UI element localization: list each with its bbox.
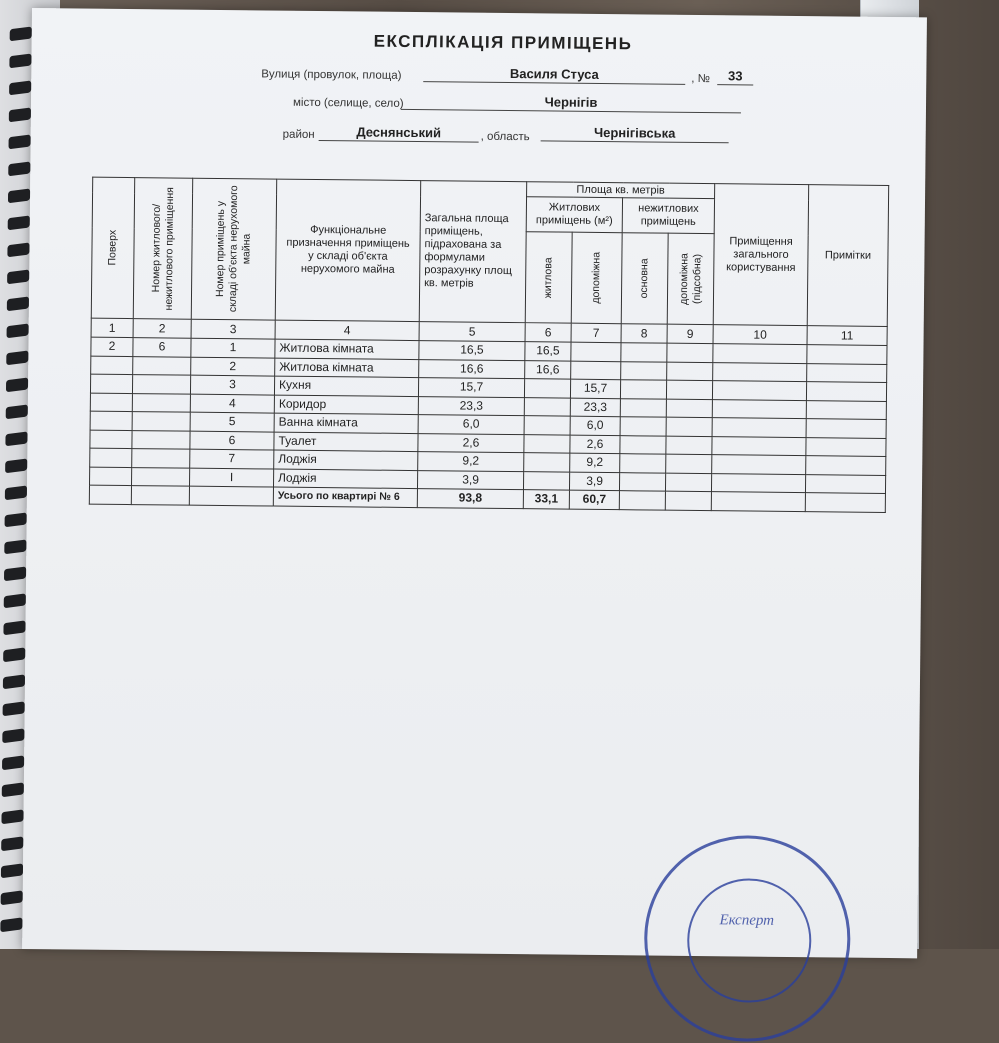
header-apt-number: Номер житлового/нежитлового приміщення [133,178,192,320]
binding-ring [4,566,26,581]
cell-apt [132,393,190,412]
binding-ring [3,701,25,716]
cell-empty [621,343,667,362]
column-number: 3 [191,319,275,339]
column-number: 8 [621,324,667,343]
cell-purpose: Лоджія [273,469,417,489]
cell-empty [805,493,885,512]
binding-ring [7,269,29,284]
cell-empty [666,380,712,399]
table-body [89,337,887,512]
binding-ring [4,593,26,608]
cell-empty [806,456,886,475]
cell-purpose: Житлова кімната [275,358,419,378]
cell-room: 2 [191,357,275,376]
header-auxiliary: допоміжна [571,232,622,324]
header-aux-basement: допоміжна (підсобна) [667,233,714,324]
header-nonliving-group: нежитлових приміщень [622,198,714,234]
cell-aux: 9,2 [570,453,620,472]
column-number: 10 [713,325,807,345]
header-floor: Поверх [91,177,134,318]
cell-purpose: Коридор [274,395,418,415]
binding-ring [10,26,32,41]
document-page [22,8,927,958]
cell-empty [713,362,807,381]
cell-empty [131,486,189,505]
cell-empty [805,474,885,493]
number-label: , № [691,72,711,86]
cell-living [524,379,570,398]
cell-empty [667,343,713,362]
cell-empty [619,491,665,510]
cell-empty [621,361,667,380]
header-main: основна [621,233,668,324]
cell-floor [90,374,132,393]
cell-apt [132,375,190,394]
cell-empty [713,344,807,363]
cell-empty [620,417,666,436]
cell-empty [806,382,886,401]
binding-ring [3,674,25,689]
cell-empty [807,345,887,364]
cell-empty [667,362,713,381]
binding-ring [3,647,25,662]
cell-room: 1 [191,338,275,357]
cell-floor: 2 [91,337,133,356]
cell-purpose: Лоджія [274,450,418,470]
binding-ring [9,107,31,122]
cell-living [524,416,570,435]
district-label: район [282,128,315,141]
total-living: 33,1 [523,490,569,509]
binding-ring [5,512,27,527]
binding-ring [5,431,27,446]
cell-empty [712,381,806,400]
cell-living [524,434,570,453]
cell-floor [90,393,132,412]
binding-ring [3,620,25,635]
cell-aux: 23,3 [570,398,620,417]
city-label: місто (селище, село) [292,96,404,110]
column-number: 5 [419,322,525,342]
cell-room: 5 [190,412,274,431]
binding-ring [4,539,26,554]
cell-apt: 6 [133,338,191,357]
cell-aux: 3,9 [569,472,619,491]
city-value: Чернігів [401,92,741,114]
binding-ring [8,215,30,230]
cell-empty [806,437,886,456]
cell-room: 4 [190,394,274,413]
cell-apt [132,467,190,486]
header-room-number: Номер приміщень у складі об'єкта нерухомого майна [191,178,276,320]
cell-total: 3,9 [417,470,523,490]
binding-ring [8,161,30,176]
cell-room: 6 [190,431,274,450]
binding-ring [7,323,29,338]
cell-room: І [190,468,274,487]
cell-aux: 6,0 [570,416,620,435]
header-living-group: Житлових приміщень (м²) [526,197,622,233]
cell-total: 23,3 [418,396,524,416]
column-number: 7 [571,323,621,343]
region-value: Чернігівська [541,123,729,143]
cell-floor [90,430,132,449]
column-number: 1 [91,318,133,337]
cell-empty [806,400,886,419]
cell-empty [89,485,131,504]
cell-total: 16,6 [419,359,525,379]
column-number: 9 [667,324,713,343]
seal-stamp [643,834,851,1042]
street-label: Вулиця (провулок, площа) [261,68,402,82]
document-title: ЕКСПЛІКАЦІЯ ПРИМІЩЕНЬ [373,31,633,54]
cell-empty [620,454,666,473]
cell-empty [712,418,806,437]
cell-empty [665,473,711,492]
binding-ring [2,728,24,743]
cell-empty [666,399,712,418]
binding-ring [1,890,23,905]
cell-apt [132,430,190,449]
cell-floor [90,448,132,467]
header-total-area: Загальна площа приміщень, підрахована за формулами розрахунку площ кв. метрів [419,181,526,323]
binding-ring [6,350,28,365]
cell-empty [711,473,805,492]
binding-ring [0,917,22,932]
cell-empty [711,492,805,511]
cell-living [524,397,570,416]
number-value: 33 [717,67,753,85]
header-purpose: Функціональне призначення приміщень у складі об'єкта нерухомого майна [275,179,420,322]
binding-ring [5,485,27,500]
cell-empty [620,380,666,399]
cell-empty [666,436,712,455]
header-common-use: Приміщення загального користування [713,184,808,326]
cell-empty [665,491,711,510]
cell-purpose: Ванна кімната [274,413,418,433]
cell-living [523,471,569,490]
binding-ring [5,458,27,473]
binding-ring [7,242,29,257]
cell-purpose: Житлова кімната [275,339,419,359]
cell-living: 16,5 [525,342,571,361]
column-number: 4 [275,320,419,341]
binding-ring [2,782,24,797]
cell-empty [619,472,665,491]
column-number: 6 [525,323,571,342]
cell-aux [571,361,621,380]
cell-floor [91,356,133,375]
binding-ring [9,53,31,68]
cell-empty [666,454,712,473]
cell-aux: 2,6 [570,435,620,454]
cell-living [524,453,570,472]
cell-empty [806,419,886,438]
header-living: житлова [525,232,572,323]
header-area-group: Площа кв. метрів [527,182,715,199]
district-value: Деснянський [319,123,479,143]
seal-text: Експерт [719,912,775,929]
cell-total: 6,0 [418,415,524,435]
cell-total: 2,6 [418,433,524,453]
cell-living: 16,6 [525,360,571,379]
cell-apt [132,449,190,468]
cell-purpose: Туалет [274,432,418,452]
cell-purpose: Кухня [274,376,418,396]
binding-ring [9,80,31,95]
region-label: , область [480,130,530,144]
cell-total: 15,7 [418,378,524,398]
cell-total: 16,5 [419,341,525,361]
binding-ring [9,134,31,149]
cell-empty [666,417,712,436]
spiral-binding [0,28,40,948]
binding-ring [1,809,23,824]
cell-empty [620,398,666,417]
binding-ring [6,377,28,392]
total-aux: 60,7 [569,490,619,509]
total-area: 93,8 [417,489,523,509]
cell-empty [807,363,887,382]
total-label: Усього по квартирі № 6 [273,487,417,507]
column-number: 11 [807,326,887,346]
cell-floor [90,411,132,430]
binding-ring [7,296,29,311]
cell-aux [571,342,621,361]
header-notes: Примітки [807,185,888,327]
binding-ring [8,188,30,203]
cell-aux: 15,7 [570,379,620,398]
cell-room: 7 [190,449,274,468]
cell-room: 3 [190,375,274,394]
column-number: 2 [133,319,191,339]
binding-ring [2,755,24,770]
cell-empty [712,455,806,474]
cell-apt [133,356,191,375]
cell-apt [132,412,190,431]
street-value: Василя Стуса [423,64,685,85]
cell-empty [712,436,806,455]
explication-table [89,177,889,513]
cell-empty [189,486,273,505]
cell-total: 9,2 [418,452,524,472]
cell-empty [712,399,806,418]
binding-ring [1,863,23,878]
binding-ring [6,404,28,419]
cell-empty [620,435,666,454]
binding-ring [1,836,23,851]
cell-floor [90,467,132,486]
